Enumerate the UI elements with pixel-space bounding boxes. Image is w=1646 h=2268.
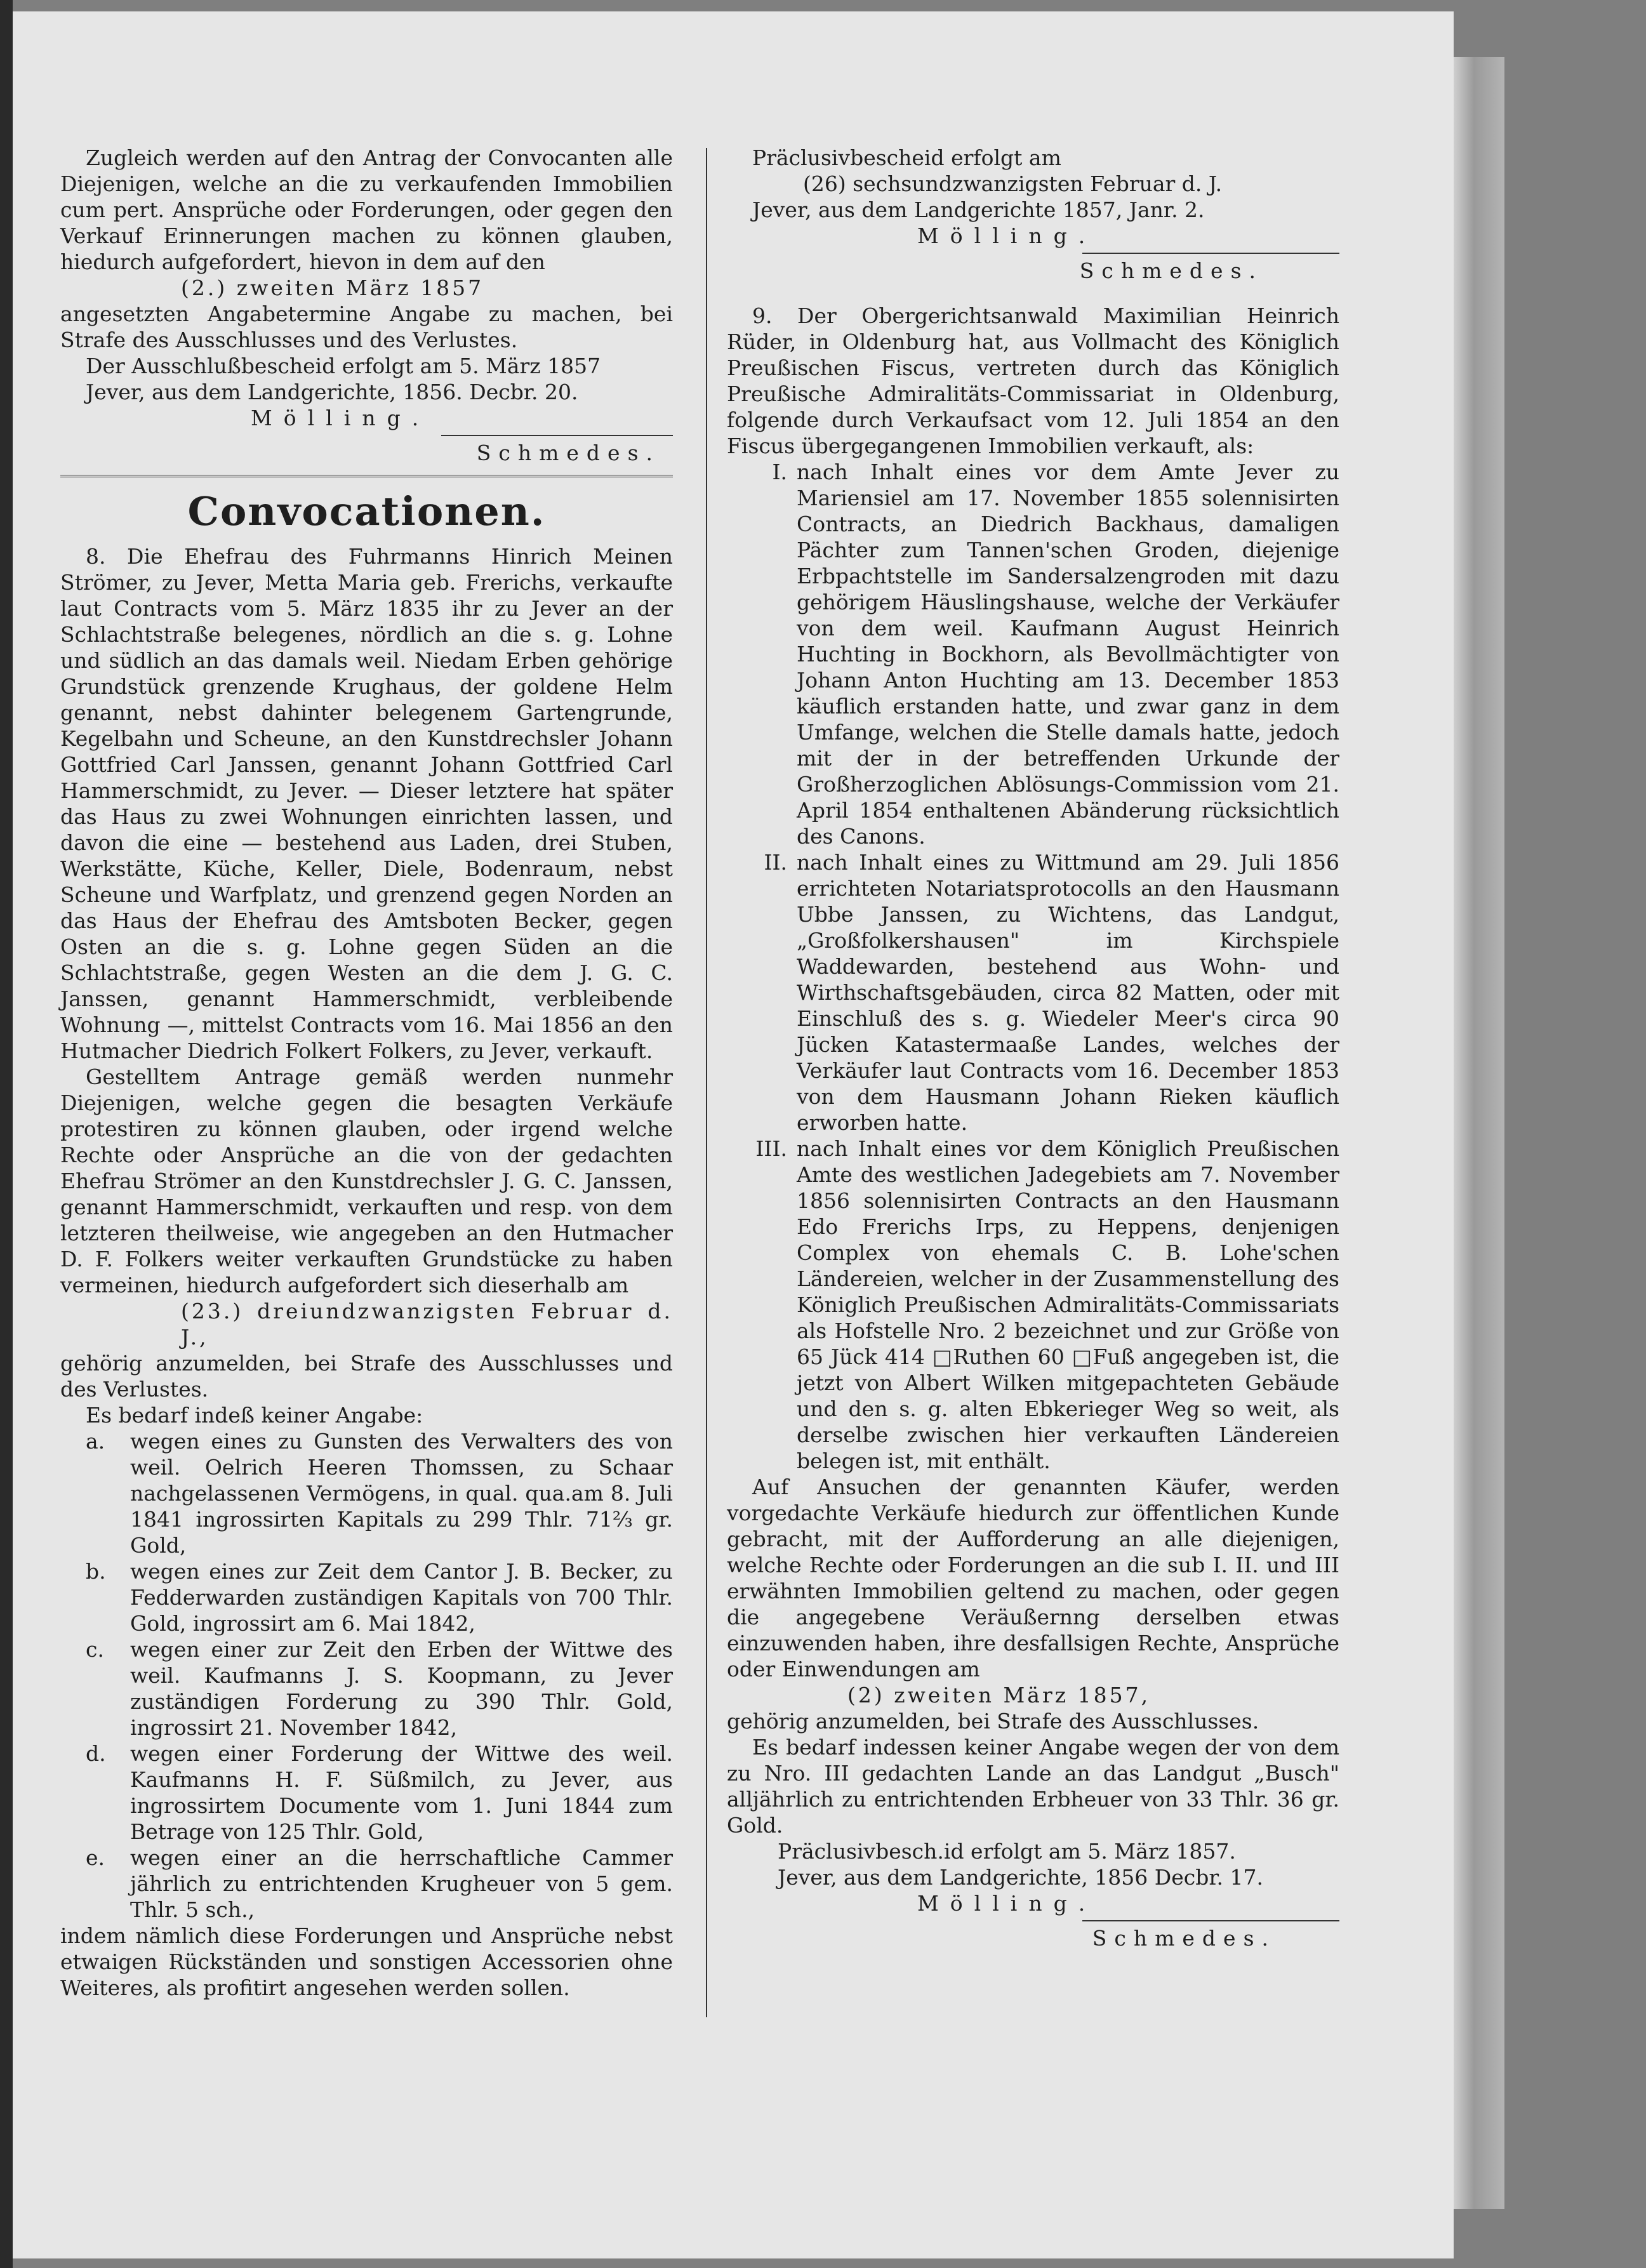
praeclusiv-date: (26) sechsundzwanzigsten Februar d. J. <box>803 171 1223 196</box>
exception-paragraph: Es bedarf indessen keiner Angabe wegen der von dem zu Nro. III gedachten Lande an das Landgut „Busch" alljährlich zu entrichtenden Erbheuer von 33 Thlr. 36 gr. Gold. <box>727 1735 1339 1838</box>
scan-edge <box>0 0 13 2268</box>
signature-schmedes: Schmedes. <box>1079 258 1263 283</box>
exception-item <box>60 1636 673 1741</box>
court-date-line: Jever, aus dem Landgerichte, 1856 Decbr. 17. <box>778 1865 1263 1890</box>
signature-schmedes: Schmedes. <box>476 441 660 465</box>
signature-moelling: Mölling. <box>251 406 430 430</box>
item-text: wegen eines zur Zeit dem Cantor J. B. Becker, zu Fedderwarden zuständigen Kapitals von 700 Thlr. Gold, ingrossirt am 6. Mai 1842, <box>130 1559 673 1636</box>
book-binding <box>1454 57 1504 2209</box>
item-label: I. <box>772 460 787 484</box>
item-text: nach Inhalt eines vor dem Königlich Preußischen Amte des westlichen Jadegebiets am 7. November 1856 solennisirten Contracts an den Hausmann Edo Frerichs Irps, zu Heppens, denjenigen Complex von ehemals C. B. Lohe'schen Ländereien, welcher in der Zusammenstellung des Königlich Preußischen Admiralitäts-Commissariats als Hofstelle Nro. 2 bezeichnet und zur Größe von 65 Jück 414 □Ruthen 60 □Fuß angegeben ist, die jetzt von Albert Wilken mitgepachteten Gebäude und den s. g. alten Ebkerieger Weg so weit, als derselbe zwischen hier verkauften Ländereien belegen ist, mit enthält. <box>797 1136 1339 1473</box>
court-date-line: Jever, aus dem Landgerichte, 1856. Decbr. 20. <box>86 380 578 404</box>
exception-item <box>60 1558 673 1636</box>
section-heading: Convocationen. <box>187 488 546 534</box>
sale-item <box>727 459 1339 849</box>
gazette-page <box>13 11 1454 2258</box>
item-text: wegen einer Forderung der Wittwe des weil. Kaufmanns H. F. Süßmilch, zu Jever, aus ingrossirtem Documente vom 1. Juni 1844 zum Betrage von 125 Thlr. Gold, <box>130 1741 673 1844</box>
section-rule <box>60 475 673 477</box>
short-rule <box>1082 253 1339 254</box>
notice-8-paragraph: 8. Die Ehefrau des Fuhrmanns Hinrich Meinen Strömer, zu Jever, Metta Maria geb. Frerichs, verkaufte laut Contracts vom 5. März 1835 ihr zu Jever an der Schlachtstraße belegenes, nördlich an die s. g. Lohne und südlich an das damals weil. Niedam Erben gehörige Grundstück grenzende Krughaus, der goldene Helm genannt, nebst dahinter belegenem Gartengrunde, Kegelbahn und Scheune, an den Kunstdrechsler Johann Gottfried Carl Janssen, genannt Johann Gottfried Carl Hammerschmidt, zu Jever. — Dieser letztere hat später das Haus zu zwei Wohnungen einrichten lassen, und davon die eine — bestehend aus Laden, drei Stuben, Werkstätte, Küche, Keller, Diele, Bodenraum, nebst Scheune und Warfplatz, und grenzend gegen Norden an das Haus der Ehefrau des Amtsboten Becker, gegen Osten an die s. g. Lohne gegen Süden an die Schlachtstraße, gegen Westen an die dem J. G. C. Janssen, genannt Hammerschmidt, verbleibende Wohnung —, mittelst Contracts vom 16. Mai 1856 an den Hutmacher Diedrich Folkert Folkers, zu Jever, verkauft. <box>60 544 673 1063</box>
signature-schmedes: Schmedes. <box>1092 1926 1276 1951</box>
register-paragraph: gehörig anzumelden, bei Strafe des Ausschlusses. <box>727 1709 1259 1734</box>
item-label: II. <box>764 850 787 875</box>
signature-moelling: Mölling. <box>917 223 1097 248</box>
item-text: wegen eines zu Gunsten des Verwalters des von weil. Oelrich Heeren Thomssen, zu Schaar nachgelassenen Vermögens, in qual. qua.am 8. Juli 1841 ingrossirten Kapitals zu 299 Thlr. 71⅔ gr. Gold, <box>130 1429 673 1558</box>
exception-item <box>60 1741 673 1845</box>
item-text: nach Inhalt eines zu Wittmund am 29. Juli 1856 errichteten Notariatsprotocolls an den Hausmann Ubbe Janssen, zu Wichtens, das Landgut, „Großfolkershausen" im Kirchspiele Waddewarden, bestehend aus Wohn- und Wirthschaftsgebäuden, circa 82 Matten, oder mit Einschluß des s. g. Wiedeler Meer's circa 90 Jücken Katastermaaße Landes, welches der Verkäufer laut Contracts vom 16. December 1853 von dem Hausmann Johann Rieken käuflich erworben hatte. <box>797 850 1339 1135</box>
deadline-date: (23.) dreiundzwanzigsten Februar d. J., <box>181 1299 673 1350</box>
item-label: a. <box>86 1429 105 1454</box>
sale-item <box>727 1136 1339 1474</box>
spacer <box>727 284 1339 303</box>
praeclusiv-line: Präclusivbescheid erfolgt am <box>752 145 1061 170</box>
term-date: (2.) zweiten März 1857 <box>181 275 484 300</box>
item-label: d. <box>86 1741 106 1766</box>
column-divider <box>706 148 707 2017</box>
item-label: b. <box>86 1559 106 1584</box>
exception-item <box>60 1428 673 1558</box>
item-label: e. <box>86 1845 105 1870</box>
item-text: nach Inhalt eines vor dem Amte Jever zu Mariensiel am 17. November 1855 solennisirten Contracts, an Diedrich Backhaus, damaligen Pächter zum Tannen'schen Groden, diejenige Erbpachtstelle im Sandersalzengroden mit dazu gehörigem Häuslingshause, welche der Verkäufer von dem weil. Kaufmann August Heinrich Huchting in Bockhorn, als Bevollmächtigter von Johann Anton Huchting am 13. December 1853 käuflich erstanden hatte, und zwar ganz in dem Umfange, welchen die Stelle damals hatte, jedoch mit der in der betreffenden Urkunde der Großherzoglichen Ablösungs-Commission vom 21. April 1854 enthaltenen Abänderung rücksichtlich des Canons. <box>797 460 1339 849</box>
sale-item <box>727 849 1339 1136</box>
deadline-date: (2) zweiten März 1857, <box>847 1683 1151 1708</box>
court-date-line: Jever, aus dem Landgerichte 1857, Janr. 2. <box>752 197 1205 222</box>
ausschluss-line: Der Ausschlußbescheid erfolgt am 5. März 1857 <box>86 354 601 378</box>
exception-item <box>60 1845 673 1923</box>
right-column <box>727 145 1339 1951</box>
item-text: wegen einer zur Zeit den Erben der Wittwe des weil. Kaufmanns J. S. Koopmann, zu Jever zuständigen Forderung zu 390 Thlr. Gold, ingrossirt 21. November 1842, <box>130 1637 673 1740</box>
short-rule <box>441 435 673 436</box>
item-label: c. <box>86 1637 104 1662</box>
signature-moelling: Mölling. <box>917 1891 1097 1916</box>
intro-paragraph: Zugleich werden auf den Antrag der Convocanten alle Diejenigen, welche an die zu verkaufenden Immobilien cum pert. Ansprüche oder Forderungen, oder gegen den Verkauf Erinnerungen machen zu können glauben, hiedurch aufgefordert, hievon in dem auf den <box>60 145 673 274</box>
term-paragraph: angesetzten Angabetermine Angabe zu machen, bei Strafe des Ausschlusses und des Verlustes. <box>60 302 673 352</box>
request-paragraph: Gestelltem Antrage gemäß werden nunmehr Diejenigen, welche gegen die besagten Verkäufe protestiren zu können glauben, oder irgend welche Rechte oder Ansprüche an die von der gedachten Ehefrau Strömer an den Kunstdrechsler J. G. C. Janssen, genannt Hammerschmidt, verkauften und resp. von dem letzteren theilweise, wie angegeben an den Hutmacher D. F. Folkers weiter verkauften Grundstücke zu haben vermeinen, hiedurch aufgefordert sich dieserhalb am <box>60 1064 673 1297</box>
item-text: wegen einer an die herrschaftliche Cammer jährlich zu entrichtenden Krugheuer von 5 gem. Thlr. 5 sch., <box>130 1845 673 1922</box>
short-rule <box>1082 1920 1339 1921</box>
left-column <box>60 145 673 2001</box>
exception-intro: Es bedarf indeß keiner Angabe: <box>86 1403 423 1428</box>
item-label: III. <box>755 1136 787 1161</box>
request-paragraph: Auf Ansuchen der genannten Käufer, werden vorgedachte Verkäufe hiedurch zur öffentlichen Kunde gebracht, mit der Aufforderung an alle diejenigen, welche Rechte oder Forderungen an die sub I. II. und III erwähnten Immobilien geltend zu machen, oder gegen die angegebene Veräußernng derselben etwas einzuwenden haben, ihre desfallsigen Rechte, Ansprüche oder Einwendungen am <box>727 1475 1339 1681</box>
notice-9-paragraph: 9. Der Obergerichtsanwald Maximilian Heinrich Rüder, in Oldenburg hat, aus Vollmacht des Königlich Preußischen Fiscus, vertreten durch das Königlich Preußische Admiralitäts-Commissariat in Oldenburg, folgende durch Verkaufsact vom 12. Juli 1854 an den Fiscus übergegangenen Immobilien verkauft, als: <box>727 303 1339 458</box>
praeclusiv-line: Präclusivbesch.id erfolgt am 5. März 1857. <box>778 1839 1236 1864</box>
closing-paragraph: indem nämlich diese Forderungen und Ansprüche nebst etwaigen Rückständen und sonstigen Accessorien ohne Weiteres, als profitirt angesehen werden sollen. <box>60 1923 673 2000</box>
register-paragraph: gehörig anzumelden, bei Strafe des Ausschlusses und des Verlustes. <box>60 1351 673 1402</box>
